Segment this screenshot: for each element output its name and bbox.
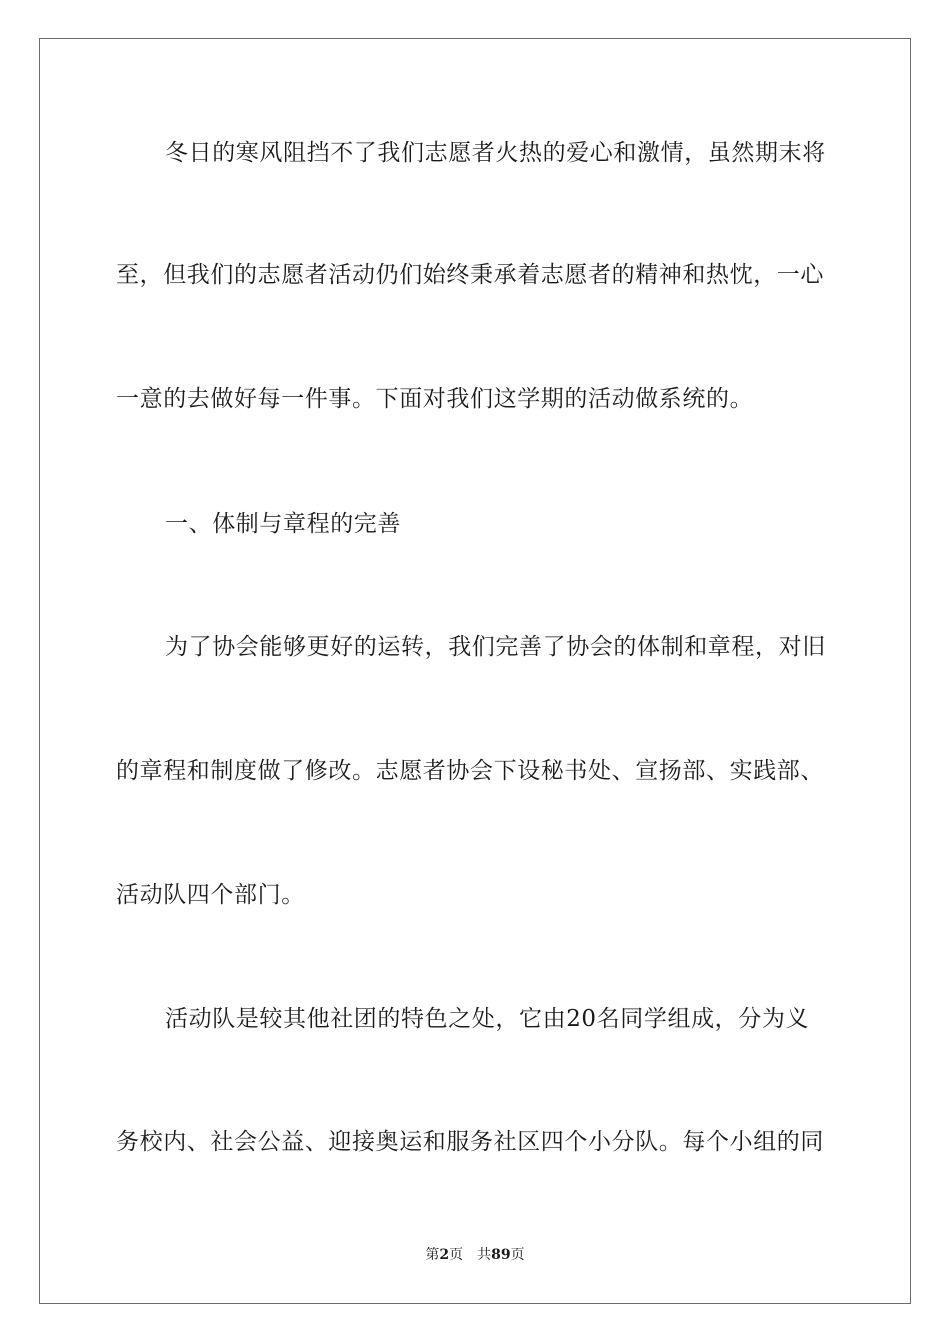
- section-heading: 一、体制与章程的完善: [165, 511, 401, 537]
- page-footer: [0, 1246, 950, 1264]
- total-prefix: 共: [477, 1247, 492, 1263]
- total-suffix: 页: [510, 1247, 525, 1263]
- paragraph-line: 为了协会能够更好的运转，我们完善了协会的体制和章程，对旧: [165, 634, 826, 660]
- paragraph-line: 的章程和制度做了修改。志愿者协会下设秘书处、宣扬部、实践部、: [116, 758, 824, 784]
- page-suffix: 页: [449, 1247, 464, 1263]
- page-number: 2: [439, 1247, 450, 1263]
- total-pages: 89: [491, 1247, 511, 1263]
- paragraph-line: 冬日的寒风阻挡不了我们志愿者火热的爱心和激情，虽然期末将: [165, 140, 826, 166]
- paragraph-line: 活动队四个部门。: [116, 882, 305, 908]
- page-border: [39, 38, 911, 1304]
- paragraph-line: 务校内、社会公益、迎接奥运和服务社区四个小分队。每个小组的同: [116, 1129, 824, 1155]
- page-prefix: 第: [425, 1247, 440, 1263]
- paragraph-line: 活动队是较其他社团的特色之处，它由20名同学组成，分为义: [165, 1006, 810, 1032]
- paragraph-line: 一意的去做好每一件事。下面对我们这学期的活动做系统的。: [116, 386, 754, 412]
- paragraph-line: 至，但我们的志愿者活动仍们始终秉承着志愿者的精神和热忱，一心: [116, 262, 824, 288]
